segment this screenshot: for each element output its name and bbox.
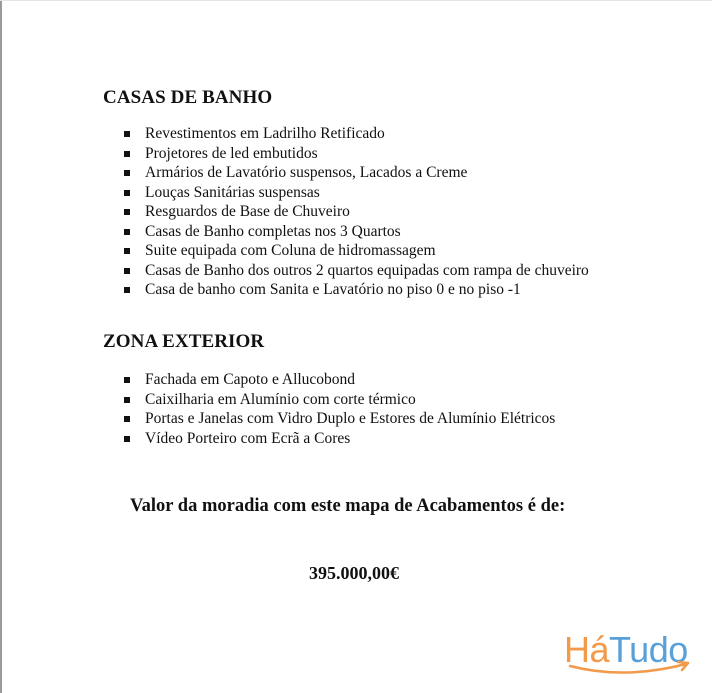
list-item-text: Vídeo Porteiro com Ecrã a Cores: [145, 429, 351, 447]
list-item-text: Suite equipada com Coluna de hidromassagem: [145, 242, 436, 259]
page-left-edge: [0, 0, 2, 693]
list-item-text: Casas de Banho completas nos 3 Quartos: [145, 222, 401, 240]
hatudo-watermark-logo: [564, 630, 704, 686]
square-bullet-icon: [124, 229, 130, 235]
list-item: [124, 222, 589, 242]
square-bullet-icon: [124, 268, 130, 274]
square-bullet-icon: [124, 209, 130, 215]
list-item-text: Portas e Janelas com Vidro Duplo e Estores de Alumínio Elétricos: [145, 410, 556, 427]
list-item-text: Caixilharia em Alumínio com corte térmico: [145, 390, 416, 408]
list-item: [124, 124, 589, 144]
list-item-text: Armários de Lavatório suspensos, Lacados a Creme: [145, 164, 468, 181]
list-item: [124, 390, 555, 410]
page-top-edge: [0, 0, 712, 1]
section-heading-casas-de-banho: CASAS DE BANHO: [103, 87, 273, 108]
section-heading-zona-exterior: ZONA EXTERIOR: [103, 331, 265, 352]
list-item: [124, 429, 555, 449]
list-item: [124, 370, 555, 390]
list-item: [124, 409, 555, 429]
list-item-text: Fachada em Capoto e Allucobond: [145, 371, 356, 388]
casas-de-banho-list: [124, 124, 589, 300]
list-item-text: Louças Sanitárias suspensas: [145, 183, 320, 201]
square-bullet-icon: [124, 131, 130, 137]
square-bullet-icon: [124, 287, 130, 293]
watermark-text-part1: Há: [564, 629, 610, 670]
list-item-text: Revestimentos em Ladrilho Retificado: [145, 125, 385, 142]
square-bullet-icon: [124, 377, 130, 383]
square-bullet-icon: [124, 397, 130, 403]
price-value: 395.000,00€: [309, 563, 399, 583]
value-statement: Valor da moradia com este mapa de Acabamentos é de:: [130, 496, 566, 516]
list-item: [124, 241, 589, 261]
list-item: [124, 163, 589, 183]
list-item-text: Projetores de led embutidos: [145, 144, 318, 162]
zona-exterior-list: [124, 370, 555, 448]
list-item: [124, 202, 589, 222]
square-bullet-icon: [124, 416, 130, 422]
list-item-text: Resguardos de Base de Chuveiro: [145, 203, 350, 220]
list-item: [124, 183, 589, 203]
square-bullet-icon: [124, 436, 130, 442]
square-bullet-icon: [124, 248, 130, 254]
list-item: [124, 261, 589, 281]
list-item: [124, 144, 589, 164]
square-bullet-icon: [124, 170, 130, 176]
list-item-text: Casa de banho com Sanita e Lavatório no piso 0 e no piso -1: [145, 281, 521, 298]
list-item-text: Casas de Banho dos outros 2 quartos equipadas com rampa de chuveiro: [145, 261, 589, 279]
square-bullet-icon: [124, 190, 130, 196]
list-item: [124, 280, 589, 300]
smile-swoosh-icon: [564, 660, 694, 680]
square-bullet-icon: [124, 151, 130, 157]
watermark-text-part2: Tudo: [609, 629, 688, 670]
